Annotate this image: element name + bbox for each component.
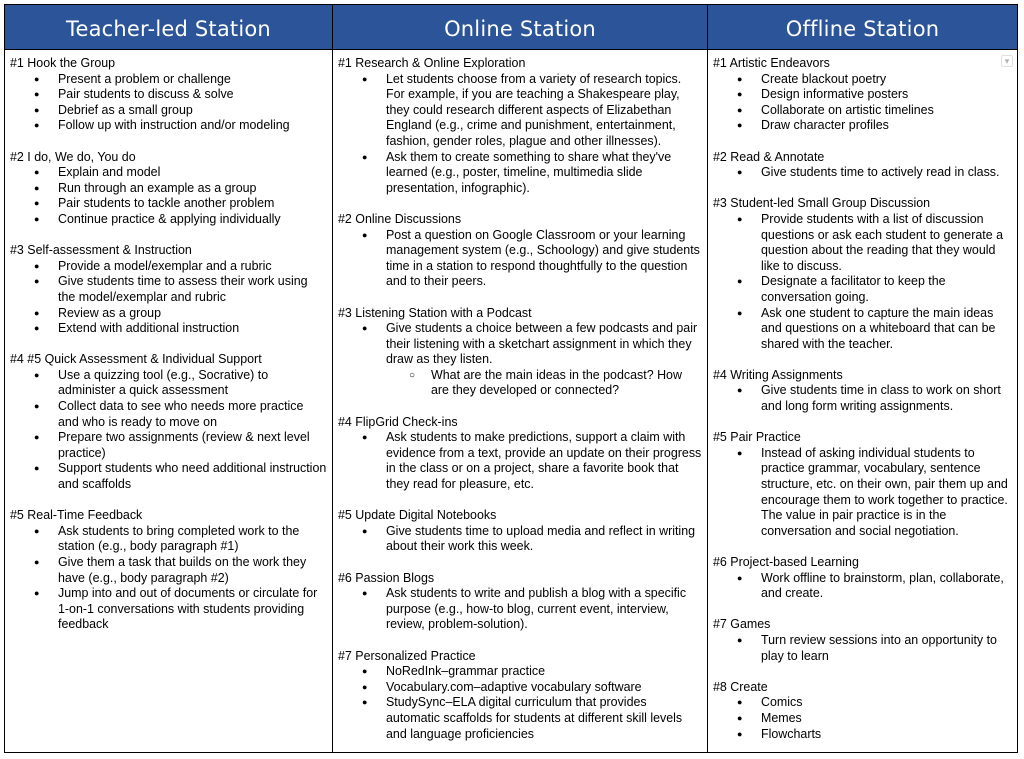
bullet-list xyxy=(713,165,1012,181)
list-item: ● Create blackout poetry xyxy=(713,72,1012,88)
column-header: Online Station xyxy=(333,5,707,50)
bullet-list xyxy=(10,368,327,493)
stations-table xyxy=(4,4,1018,753)
station-section xyxy=(338,212,702,290)
station-section xyxy=(338,649,702,743)
section-title: #1 Hook the Group xyxy=(10,56,116,70)
list-item: ● Turn review sessions into an opportunity to play to learn xyxy=(713,633,1012,664)
station-section xyxy=(338,306,702,400)
list-item: ● StudySync–ELA digital curriculum that provides automatic scaffolds for students at different skill levels and language proficiencies xyxy=(338,695,702,742)
bullet-list xyxy=(338,430,702,492)
station-section xyxy=(10,508,327,633)
section-title: #1 Artistic Endeavors xyxy=(713,56,830,70)
bullet-list xyxy=(713,695,1012,742)
section-title: #2 I do, We do, You do xyxy=(10,149,136,164)
list-item: ● Instead of asking individual students to practice grammar, vocabulary, sentence structure, etc. on their own, pair them up and encourage them to work together to practice. The value in pair practice is in the conversation and social negotiation. xyxy=(713,446,1012,540)
station-section xyxy=(713,196,1012,352)
list-item: ● Pair students to discuss & solve xyxy=(10,87,327,103)
column-header: Teacher-led Station xyxy=(5,5,332,50)
list-item: ● Extend with additional instruction xyxy=(10,321,327,337)
list-item: ● Support students who need additional instruction and scaffolds xyxy=(10,461,327,492)
list-item: ● Use a quizzing tool (e.g., Socrative) to administer a quick assessment xyxy=(10,368,327,399)
list-item: ● Follow up with instruction and/or modeling xyxy=(10,118,327,134)
station-section xyxy=(10,56,327,134)
list-item: ● Jump into and out of documents or circulate for 1-on-1 conversations with students providing feedback xyxy=(10,586,327,633)
list-item: ● Give students a choice between a few podcasts and pair their listening with a sketchart assignment in which they draw as they listen. xyxy=(338,321,702,368)
list-item: ● Designate a facilitator to keep the conversation going. xyxy=(713,274,1012,305)
list-item: ● Ask students to make predictions, support a claim with evidence from a text, provide an update on their progress in the class or on a project, share a favorite book that they read for pleasure, etc. xyxy=(338,430,702,492)
station-section xyxy=(713,368,1012,415)
section-title: #1 Research & Online Exploration xyxy=(338,56,526,70)
station-section xyxy=(10,150,327,228)
column-body xyxy=(708,50,1017,742)
bullet-list xyxy=(338,72,702,197)
list-item: ● Give students time to assess their work using the model/exemplar and rubric xyxy=(10,274,327,305)
list-item: ● Post a question on Google Classroom or your learning management system (e.g., Schoology) and give students time in a station to respond thoughtfully to the question and to their peers. xyxy=(338,228,702,290)
list-item: ● Collect data to see who needs more practice and who is ready to move on xyxy=(10,399,327,430)
list-item: ● Give them a task that builds on the work they have (e.g., body paragraph #2) xyxy=(10,555,327,586)
section-title: #5 Pair Practice xyxy=(713,430,801,445)
station-section xyxy=(713,617,1012,664)
section-title: #6 Project-based Learning xyxy=(713,555,859,569)
bullet-list xyxy=(713,571,1012,602)
column-body xyxy=(5,50,332,633)
list-item: ● Present a problem or challenge xyxy=(10,72,327,88)
list-item: ● Memes xyxy=(713,711,1012,727)
station-section xyxy=(10,243,327,337)
bullet-list xyxy=(10,165,327,227)
list-item: ● Provide a model/exemplar and a rubric xyxy=(10,259,327,275)
section-title: #4 Writing Assignments xyxy=(713,367,843,382)
column-header: Offline Station xyxy=(708,5,1017,50)
list-item: ● Give students time to actively read in class. xyxy=(713,165,1012,181)
station-section xyxy=(713,430,1012,539)
section-title: #3 Self-assessment & Instruction xyxy=(10,243,192,258)
column-body xyxy=(333,50,707,742)
station-section xyxy=(713,680,1012,742)
list-item: ● Comics xyxy=(713,695,1012,711)
section-title: #5 Update Digital Notebooks xyxy=(338,508,497,523)
section-title: #2 Online Discussions xyxy=(338,211,462,226)
section-title: #4 #5 Quick Assessment & Individual Support xyxy=(10,352,262,367)
list-item: ● Work offline to brainstorm, plan, collaborate, and create. xyxy=(713,571,1012,602)
list-item: ● Debrief as a small group xyxy=(10,103,327,119)
list-item: ● Run through an example as a group xyxy=(10,181,327,197)
section-title: #6 Passion Blogs xyxy=(338,570,435,585)
list-item: ● Prepare two assignments (review & next level practice) xyxy=(10,430,327,461)
bullet-list xyxy=(10,524,327,633)
section-title: #2 Read & Annotate xyxy=(713,149,825,164)
bullet-list xyxy=(338,664,702,742)
list-item: ● Flowcharts xyxy=(713,727,1012,743)
list-item: ● Vocabulary.com–adaptive vocabulary software xyxy=(338,680,702,696)
list-item: ● Review as a group xyxy=(10,306,327,322)
chevron-down-icon[interactable]: ▾ xyxy=(1001,55,1013,67)
list-item: ● Ask one student to capture the main ideas and questions on a whiteboard that can be shared with the teacher. xyxy=(713,306,1012,353)
bullet-list xyxy=(713,633,1012,664)
bullet-list xyxy=(713,212,1012,352)
list-item: ● Collaborate on artistic timelines xyxy=(713,103,1012,119)
list-item: ● Continue practice & applying individually xyxy=(10,212,327,228)
bullet-list xyxy=(713,383,1012,414)
list-item: ● Design informative posters xyxy=(713,87,1012,103)
bullet-list xyxy=(10,72,327,134)
list-item: ● Ask students to bring completed work to the station (e.g., body paragraph #1) xyxy=(10,524,327,555)
station-section xyxy=(713,555,1012,602)
list-item: ● Give students time in class to work on short and long form writing assignments. xyxy=(713,383,1012,414)
station-section xyxy=(338,508,702,555)
list-item: ● Ask students to write and publish a blog with a specific purpose (e.g., how-to blog, current event, interview, review, problem-solution). xyxy=(338,586,702,633)
column-offline xyxy=(708,5,1017,752)
bullet-list xyxy=(338,524,702,555)
sub-list-item: ○ What are the main ideas in the podcast? How are they developed or connected? xyxy=(338,368,702,399)
section-title: #7 Personalized Practice xyxy=(338,648,476,663)
bullet-list xyxy=(713,446,1012,540)
station-section xyxy=(338,56,702,196)
list-item: ● Explain and model xyxy=(10,165,327,181)
station-section xyxy=(338,415,702,493)
bullet-list xyxy=(338,228,702,290)
station-section xyxy=(338,571,702,633)
section-title: #3 Student-led Small Group Discussion xyxy=(713,196,931,211)
bullet-list xyxy=(713,72,1012,134)
bullet-list xyxy=(338,321,702,399)
station-section xyxy=(10,352,327,492)
section-title: #4 FlipGrid Check-ins xyxy=(338,414,458,429)
list-item: ● Ask them to create something to share what they've learned (e.g., poster, timeline, multimedia slide presentation, infographic). xyxy=(338,150,702,197)
section-title: #5 Real-Time Feedback xyxy=(10,508,143,523)
section-title: #3 Listening Station with a Podcast xyxy=(338,305,532,320)
bullet-list xyxy=(338,586,702,633)
column-online xyxy=(333,5,708,752)
column-teacher-led xyxy=(5,5,333,752)
station-section xyxy=(713,56,1012,134)
list-item: ● Pair students to tackle another problem xyxy=(10,196,327,212)
list-item: ● NoRedInk–grammar practice xyxy=(338,664,702,680)
bullet-list xyxy=(10,259,327,337)
list-item: ● Provide students with a list of discussion questions or ask each student to generate a question about the reading that they would like to discuss. xyxy=(713,212,1012,274)
list-item: ● Let students choose from a variety of research topics. For example, if you are teaching a Shakespeare play, they could research different aspects of Elizabethan England (e.g., crime and punishment, entertainment, fashion, gender roles, plague and other illnesses). xyxy=(338,72,702,150)
list-item: ● Draw character profiles xyxy=(713,118,1012,134)
station-section xyxy=(713,150,1012,181)
section-title: #8 Create xyxy=(713,679,768,694)
list-item: ● Give students time to upload media and reflect in writing about their work this week. xyxy=(338,524,702,555)
section-title: #7 Games xyxy=(713,617,771,632)
